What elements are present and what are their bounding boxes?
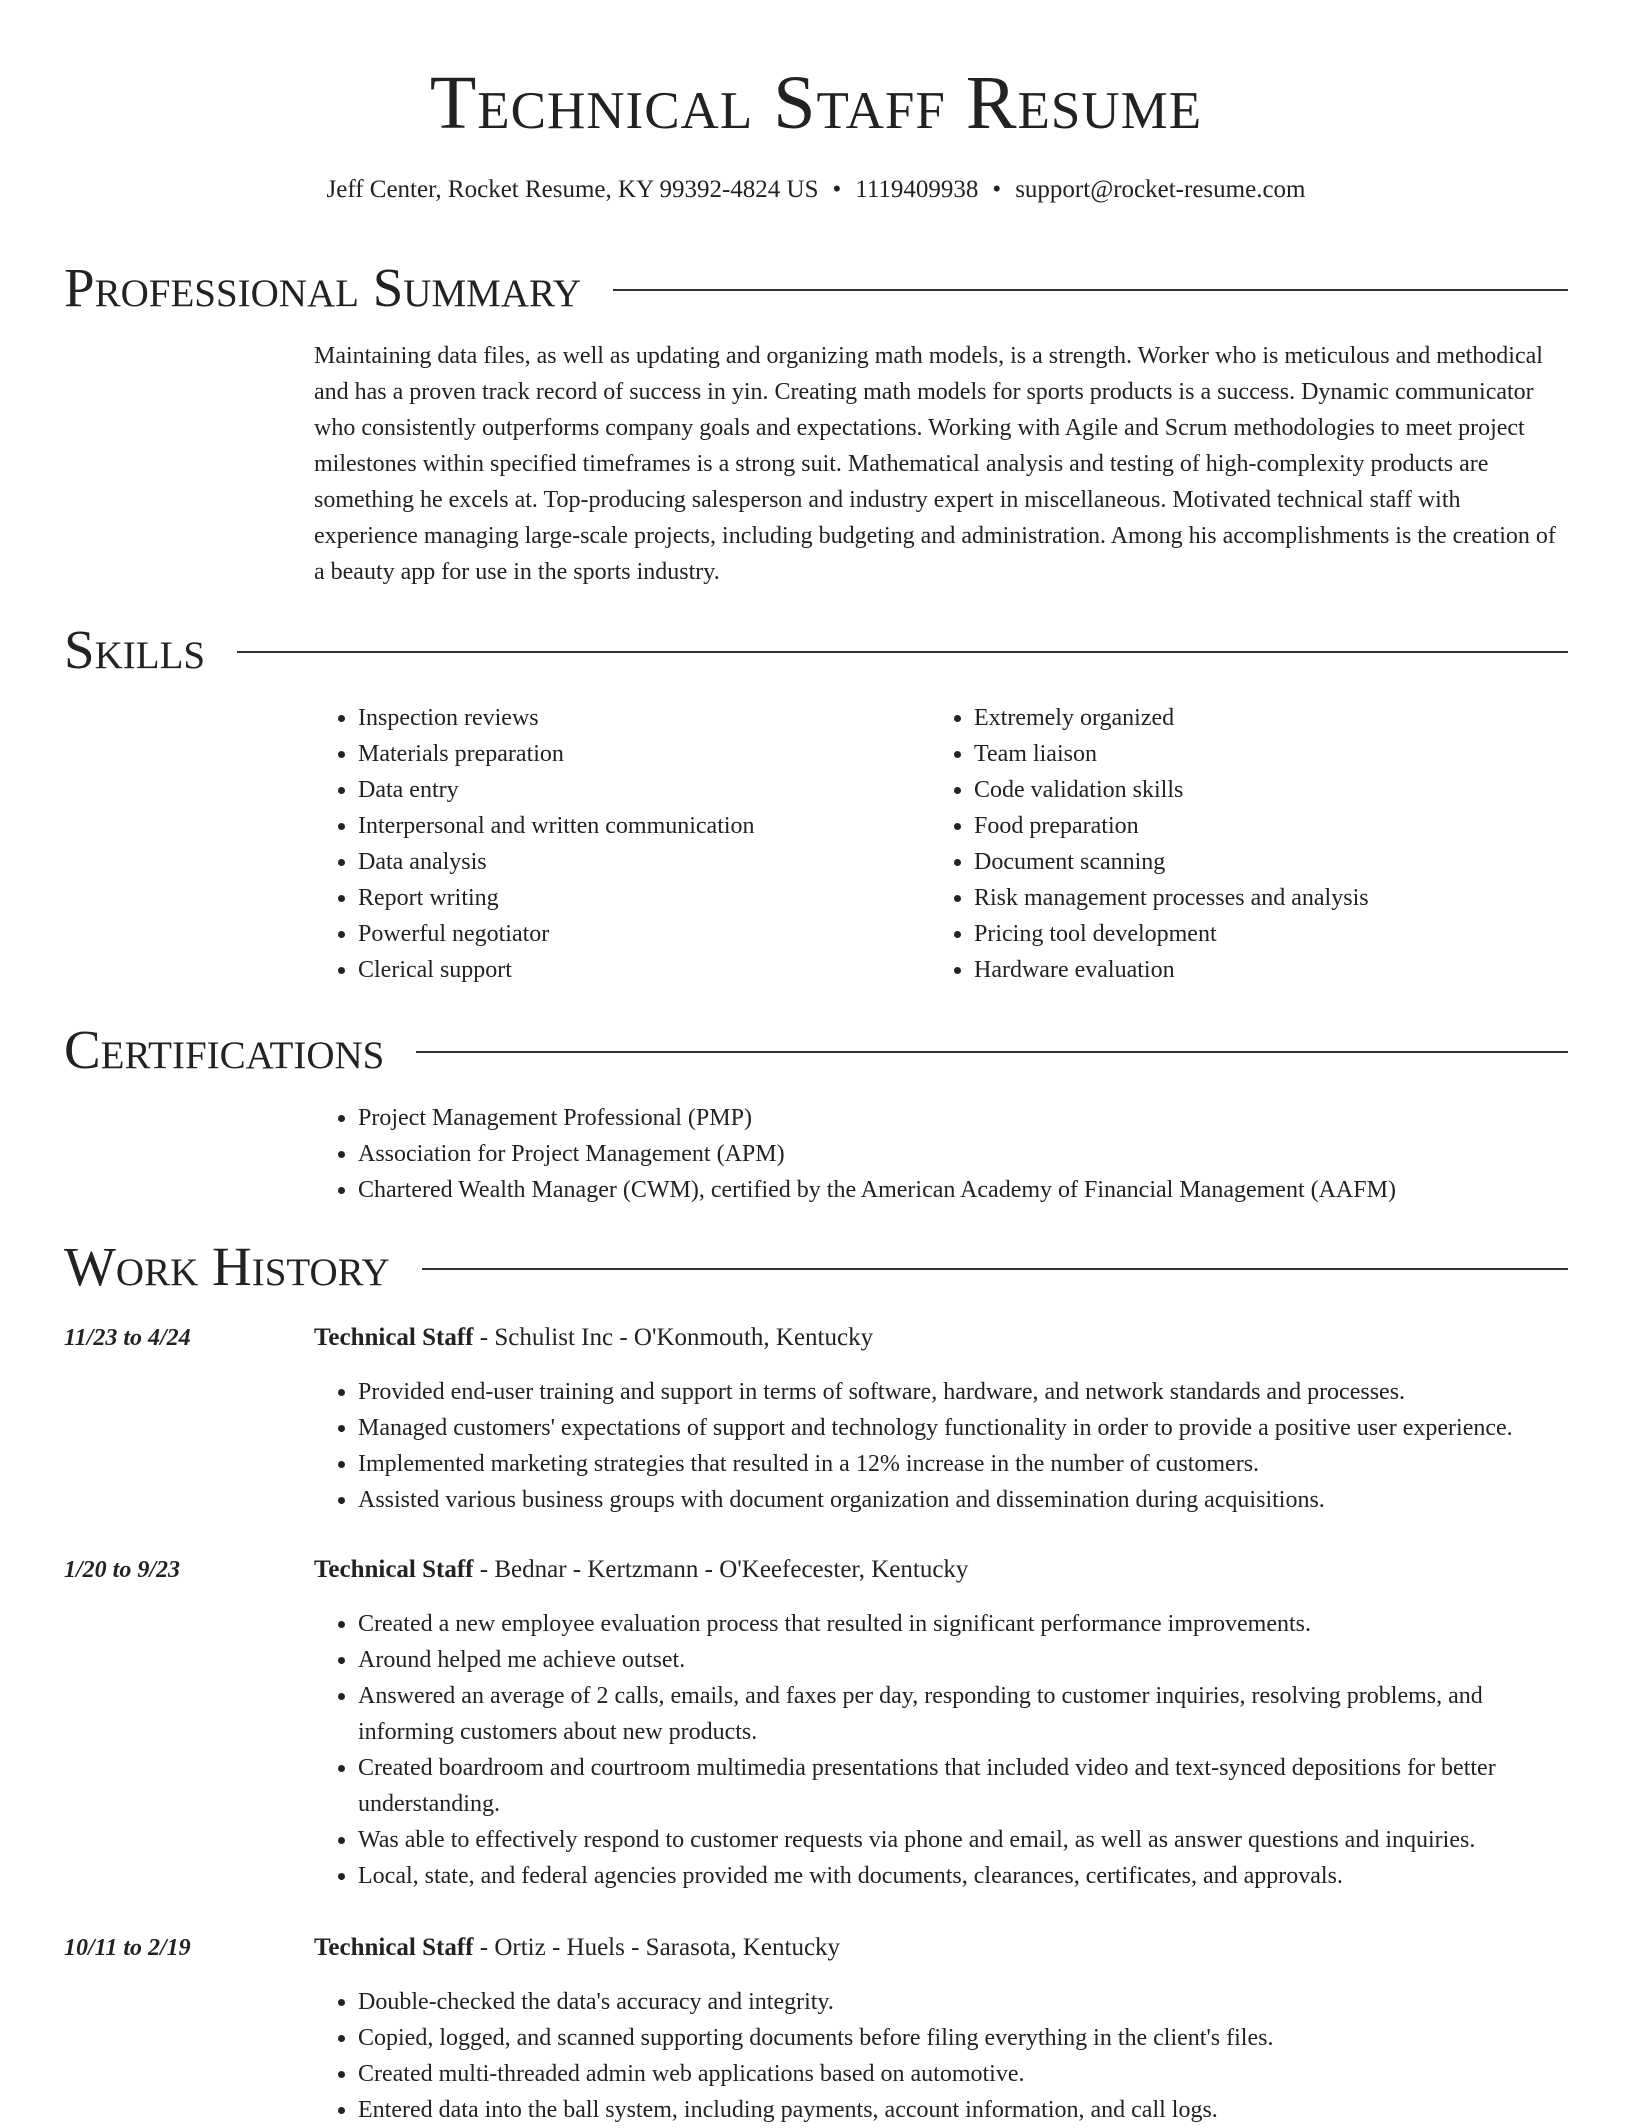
skill-item: • Hardware evaluation — [974, 952, 1570, 988]
section-divider — [237, 651, 1568, 653]
skill-item: • Code validation skills — [974, 772, 1570, 808]
certifications-list — [314, 1100, 1568, 1208]
job-employer: - Ortiz - Huels - Sarasota, Kentucky — [473, 1934, 841, 1961]
job-employer: - Schulist Inc - O'Konmouth, Kentucky — [473, 1324, 874, 1351]
job-bullets-block — [314, 1606, 1568, 1894]
job-dates: 10/11 to 2/19 — [64, 1935, 191, 1961]
job-bullet-item: • Created multi-threaded admin web applications based on automotive. — [358, 2056, 1568, 2092]
skill-item: • Clerical support — [358, 952, 914, 988]
job-bullet-item: • Copied, logged, and scanned supporting documents before filing everything in the client's files. — [358, 2020, 1568, 2056]
job-bullet-item: • Around helped me achieve outset. — [358, 1642, 1568, 1678]
certification-item: • Chartered Wealth Manager (CWM), certified by the American Academy of Financial Management (AAFM) — [358, 1172, 1568, 1208]
skill-item: • Food preparation — [974, 808, 1570, 844]
job-heading — [314, 1930, 840, 1966]
contact-email: support@rocket-resume.com — [1015, 176, 1306, 203]
skill-item: • Document scanning — [974, 844, 1570, 880]
job-bullet-item: • Created a new employee evaluation process that resulted in significant performance improvements. — [358, 1606, 1568, 1642]
job-bullet-item: • Was able to effectively respond to customer requests via phone and email, as well as answer questions and inquiries. — [358, 1822, 1568, 1858]
job-heading — [314, 1552, 968, 1588]
job-role: Technical Staff — [314, 1934, 474, 1961]
job-role: Technical Staff — [314, 1556, 474, 1583]
job-bullet-item: • Assisted various business groups with document organization and dissemination during acquisitions. — [358, 1482, 1568, 1518]
skills-list-right — [930, 700, 1570, 988]
job-bullet-item: • Managed customers' expectations of support and technology functionality in order to provide a positive user experience. — [358, 1410, 1568, 1446]
summary-text: Maintaining data files, as well as updating and organizing math models, is a strength. Worker who is meticulous and methodical and has a proven track record of success in yin. Creating math models for sports products is a success. Dynamic communicator who consistently outperforms company goals and expectations. Working with Agile and Scrum methodologies to meet project milestones within specified timeframes is a strong suit. Mathematical analysis and testing of high-complexity products are something he excels at. Top-producing salesperson and industry expert in miscellaneous. Motivated technical staff with experience managing large-scale projects, including budgeting and administration. Among his accomplishments is the creation of a beauty app for use in the sports industry. — [314, 343, 1556, 585]
work-history-heading: Work History — [64, 1236, 390, 1297]
skills-list-left — [314, 700, 914, 988]
certifications-section-header — [64, 1017, 1568, 1083]
job-dates: 1/20 to 9/23 — [64, 1557, 181, 1583]
summary-heading: Professional Summary — [64, 257, 582, 318]
skill-item: • Extremely organized — [974, 700, 1570, 736]
skill-item: • Team liaison — [974, 736, 1570, 772]
certification-item: • Association for Project Management (APM) — [358, 1136, 1568, 1172]
work-history-section-header — [64, 1234, 1568, 1300]
job-bullets — [314, 1606, 1568, 1894]
certifications-heading: Certifications — [64, 1019, 385, 1080]
job-heading — [314, 1320, 873, 1356]
contact-separator: • — [992, 176, 1002, 203]
skills-column-left — [314, 700, 914, 988]
skill-item: • Risk management processes and analysis — [974, 880, 1570, 916]
job-bullet-item: • Provided end-user training and support in terms of software, hardware, and network standards and processes. — [358, 1374, 1568, 1410]
contact-separator: • — [832, 176, 842, 203]
certifications-block — [314, 1100, 1568, 1208]
job-role: Technical Staff — [314, 1324, 474, 1351]
skill-item: • Data entry — [358, 772, 914, 808]
section-divider — [613, 289, 1568, 291]
job-bullet-item: • Implemented marketing strategies that resulted in a 12% increase in the number of customers. — [358, 1446, 1568, 1482]
skill-item: • Powerful negotiator — [358, 916, 914, 952]
job-bullet-item: • Answered an average of 2 calls, emails, and faxes per day, responding to customer inquiries, resolving problems, and informing customers about new products. — [358, 1678, 1568, 1750]
certification-item: • Project Management Professional (PMP) — [358, 1100, 1568, 1136]
skill-item: • Materials preparation — [358, 736, 914, 772]
job-bullets — [314, 1984, 1568, 2128]
section-divider — [422, 1268, 1568, 1270]
skills-heading: Skills — [64, 619, 206, 680]
job-employer: - Bednar - Kertzmann - O'Keefecester, Kentucky — [473, 1556, 969, 1583]
skills-column-right — [930, 700, 1570, 988]
job-bullet-item: • Entered data into the ball system, including payments, account information, and call logs. — [358, 2092, 1568, 2128]
job-bullet-item: • Created boardroom and courtroom multimedia presentations that included video and text-synced depositions for better understanding. — [358, 1750, 1568, 1822]
job-bullets — [314, 1374, 1568, 1518]
skill-item: • Pricing tool development — [974, 916, 1570, 952]
job-bullet-item: • Double-checked the data's accuracy and integrity. — [358, 1984, 1568, 2020]
skill-item: • Report writing — [358, 880, 914, 916]
section-divider — [416, 1051, 1568, 1053]
skill-item: • Inspection reviews — [358, 700, 914, 736]
job-bullet-item: • Local, state, and federal agencies provided me with documents, clearances, certificates, and approvals. — [358, 1858, 1568, 1894]
contact-address: Jeff Center, Rocket Resume, KY 99392-4824 US — [326, 176, 819, 203]
job-dates: 11/23 to 4/24 — [64, 1325, 191, 1351]
resume-title: Technical Staff Resume — [429, 61, 1203, 145]
job-bullets-block — [314, 1374, 1568, 1518]
skill-item: • Data analysis — [358, 844, 914, 880]
job-bullets-block — [314, 1984, 1568, 2128]
skills-section-header — [64, 617, 1568, 683]
contact-phone: 1119409938 — [855, 176, 979, 203]
summary-section-header — [64, 255, 1568, 321]
skill-item: • Interpersonal and written communication — [358, 808, 914, 844]
contact-line — [0, 172, 1632, 208]
